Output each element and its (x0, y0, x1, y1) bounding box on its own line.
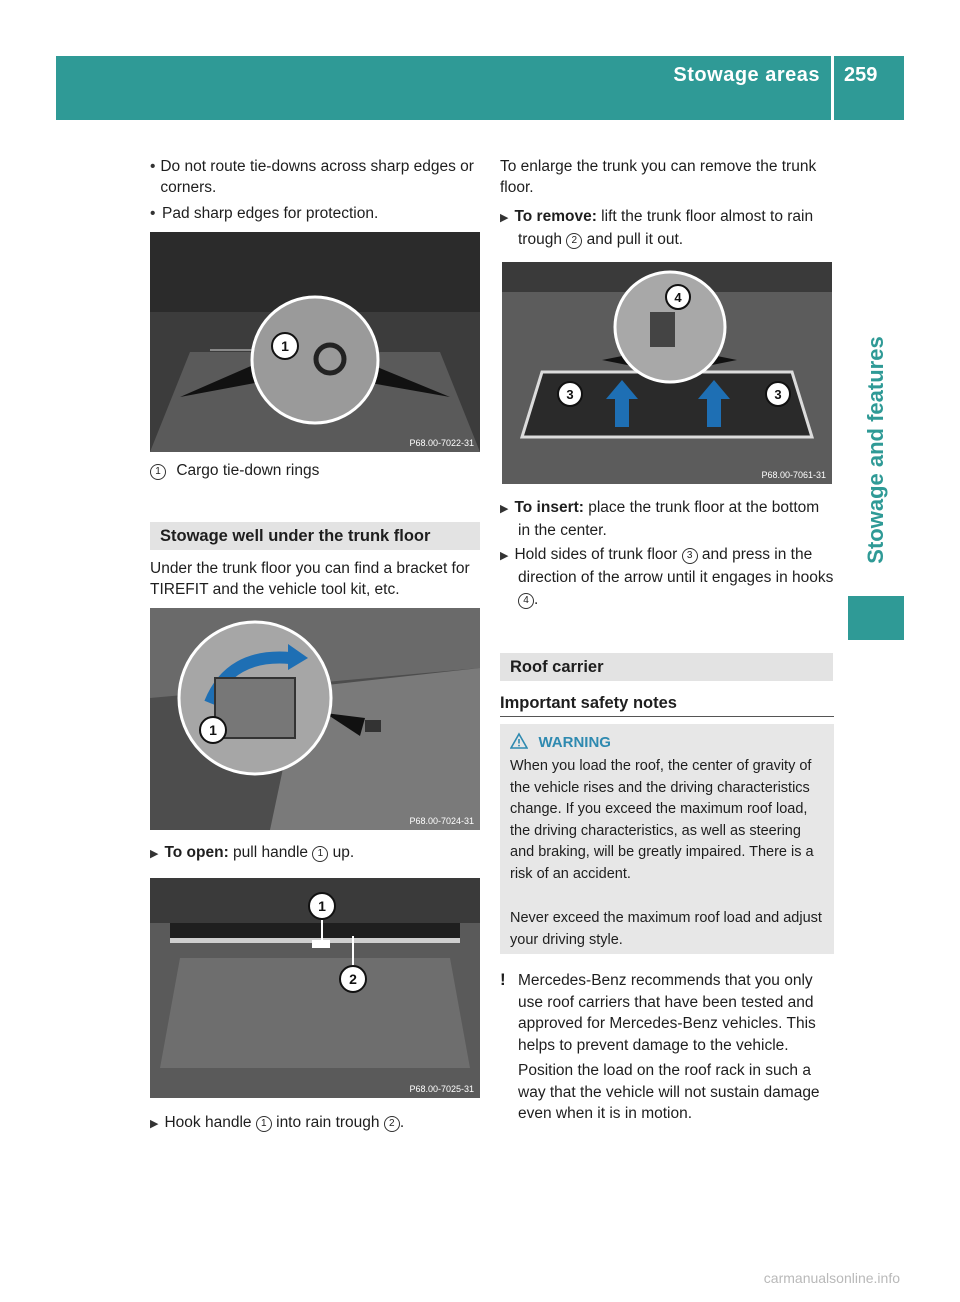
section-heading: Stowage well under the trunk floor (150, 522, 480, 550)
step-label: To insert: (514, 499, 584, 516)
warning-text: Never exceed the maximum roof load and adjust your driving style. (510, 910, 822, 948)
warning-header (510, 732, 611, 752)
header-title: Stowage areas (673, 64, 820, 86)
page-number: 259 (844, 64, 878, 86)
svg-text:2: 2 (349, 971, 357, 987)
callout-number: 2 (384, 1116, 400, 1132)
step-text: pull handle (228, 844, 313, 861)
step-label: To remove: (514, 208, 597, 225)
step-text: Hold sides of trunk floor (514, 546, 682, 563)
svg-text:3: 3 (566, 387, 574, 402)
trunk-photo-illustration (150, 232, 480, 452)
step-label: To open: (164, 844, 229, 861)
header-separator (831, 56, 834, 120)
side-tab (848, 320, 904, 580)
note (500, 970, 836, 1125)
callout-number: 2 (566, 233, 582, 249)
callout-number: 1 (256, 1116, 272, 1132)
subheading: Important safety notes (500, 694, 677, 712)
heading-rule (500, 716, 834, 717)
step-arrow-icon: ▶ (500, 550, 509, 562)
warning-triangle-icon (510, 732, 528, 750)
side-tab-label: Stowage and features (863, 336, 888, 564)
bullet-list (150, 156, 482, 224)
trunk-floor-handle-image (150, 608, 480, 830)
step-remove (500, 206, 834, 250)
step-arrow-icon: ▶ (500, 212, 509, 224)
trunk-photo-illustration (502, 262, 832, 484)
image-code: P68.00-7022-31 (409, 438, 474, 448)
image-code: P68.00-7061-31 (761, 470, 826, 480)
section-heading: Roof carrier (500, 653, 833, 681)
step-arrow-icon: ▶ (500, 503, 509, 515)
warning-box (500, 724, 834, 954)
step-arrow-icon: ▶ (150, 848, 159, 860)
attention-icon: ! (500, 970, 506, 989)
bullet-text: Pad sharp edges for protection. (162, 205, 379, 222)
step-text: and press in the direction of the arrow until it engages in hooks (518, 546, 834, 586)
cargo-tie-down-image (150, 232, 480, 452)
callout-number: 4 (518, 593, 534, 609)
paragraph: Under the trunk floor you can find a bracket for TIREFIT and the vehicle tool kit, etc. (150, 560, 470, 598)
image-code: P68.00-7025-31 (409, 1084, 474, 1094)
side-tab-marker (848, 596, 904, 640)
warning-title: WARNING (538, 734, 611, 751)
bullet-marker: • (150, 158, 156, 175)
step-hook (150, 1112, 480, 1135)
step-arrow-icon: ▶ (150, 1118, 159, 1130)
callout-number: 1 (312, 846, 328, 862)
svg-text:3: 3 (774, 387, 782, 402)
image-caption (150, 460, 480, 481)
note-text: Mercedes-Benz recommends that you only use roof carriers that have been tested and approved for Mercedes-Benz vehicles. This helps to prevent damage to the vehicle. (518, 972, 816, 1054)
note-text: Position the load on the roof rack in such a way that the vehicle will not sustain damage even when it is in motion. (518, 1062, 820, 1122)
caption-text: Cargo tie-down rings (176, 462, 320, 479)
warning-text: When you load the roof, the center of gravity of the vehicle rises and the driving characteristics change. If you exceed the maximum roof load, the driving characteristics, as well as steering and braking, will be greatly impaired. There is a risk of an accident. (510, 758, 814, 882)
paragraph: To enlarge the trunk you can remove the trunk floor. (500, 158, 817, 196)
note-paragraph (500, 970, 836, 1056)
step-hold (500, 544, 836, 611)
step-text: . (399, 1114, 405, 1131)
trunk-photo-illustration (150, 878, 480, 1098)
hook-handle-image (150, 878, 480, 1098)
step-open (150, 842, 480, 865)
trunk-floor-removal-image (502, 262, 832, 484)
trunk-photo-illustration (150, 608, 480, 830)
list-item (150, 203, 482, 224)
footer-watermark: carmanualsonline.info (763, 1270, 900, 1286)
image-code: P68.00-7024-31 (409, 816, 474, 826)
step-text: Hook handle (164, 1114, 256, 1131)
callout-number: 1 (150, 464, 166, 480)
bullet-marker: • (150, 205, 156, 222)
step-insert (500, 497, 834, 541)
svg-text:1: 1 (318, 898, 326, 914)
bullet-text: Do not route tie-downs across sharp edges or corners. (160, 158, 474, 196)
step-text: up. (328, 844, 355, 861)
callout-number: 3 (682, 548, 698, 564)
svg-text:4: 4 (674, 290, 682, 305)
step-text: lift the trunk floor almost to rain trough (518, 208, 814, 248)
list-item (150, 156, 482, 198)
svg-text:1: 1 (209, 722, 217, 738)
step-text: place the trunk floor at the bottom in the center. (518, 499, 820, 539)
step-text: . (534, 591, 539, 608)
step-text: into rain trough (271, 1114, 384, 1131)
step-text: and pull it out. (582, 231, 684, 248)
svg-text:1: 1 (281, 338, 289, 354)
